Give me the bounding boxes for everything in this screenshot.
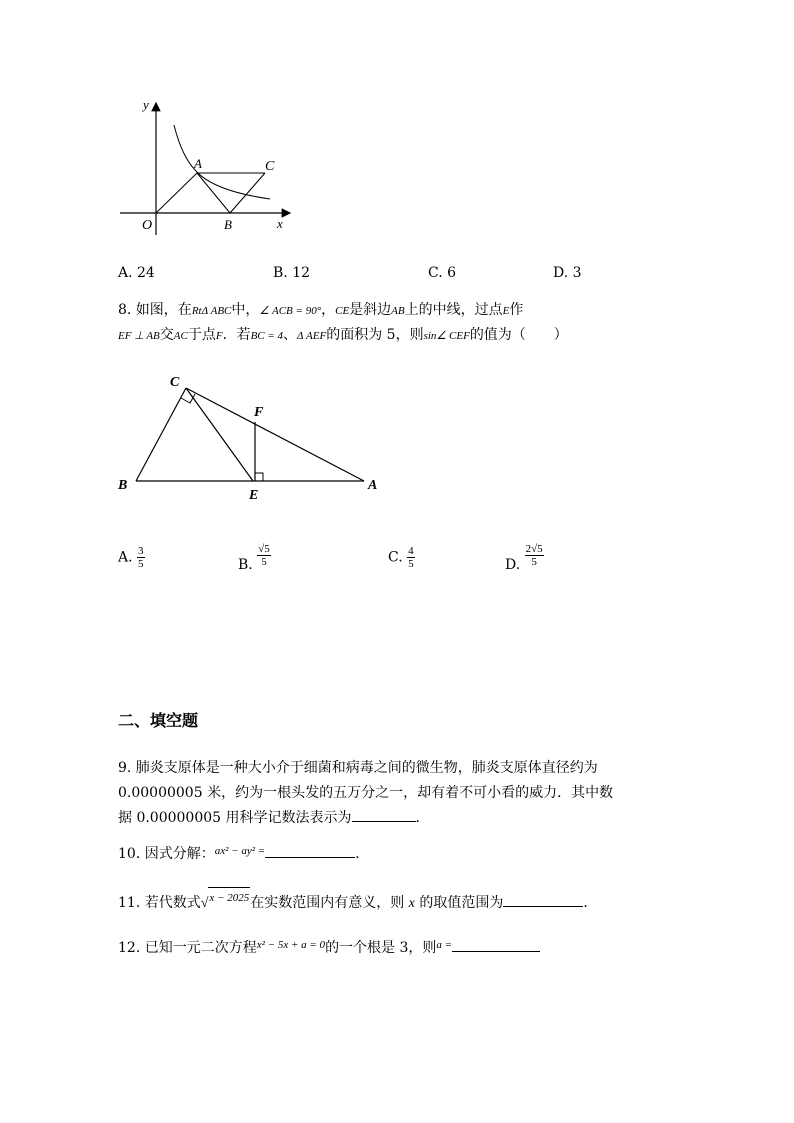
right-angle-mark-E bbox=[255, 473, 263, 481]
label-F: F bbox=[254, 405, 264, 420]
label-x: x bbox=[277, 216, 283, 231]
label-C: C bbox=[170, 375, 180, 390]
label-B: B bbox=[224, 217, 232, 232]
q7-figure bbox=[110, 95, 300, 240]
hyperbola-curve bbox=[174, 125, 270, 199]
q8-option-c: C. $\frac{4}{5}$ bbox=[388, 545, 414, 570]
q10-line: 10. 因式分解：$^{ax^2 - ay^2 =}$ ． bbox=[118, 845, 370, 862]
segment-CE bbox=[186, 388, 253, 481]
q8-figure bbox=[110, 370, 400, 505]
segment-AB bbox=[197, 173, 230, 213]
q8-option-b: B. $\frac{√5}{5}$ bbox=[238, 543, 270, 573]
q12-answer-blank[interactable] bbox=[452, 937, 540, 952]
q10-answer-blank[interactable] bbox=[265, 843, 355, 858]
segment-CA bbox=[186, 388, 364, 481]
label-A: A bbox=[194, 156, 202, 171]
q8-line1: 8. 如图，在RtΔ ABC中，∠ ACB = 90°，CE是斜边AB上的中线，过点E作 bbox=[118, 302, 524, 318]
q11-answer-blank[interactable] bbox=[503, 892, 583, 907]
label-C: C bbox=[265, 159, 275, 174]
segment-OA bbox=[156, 173, 197, 213]
label-O: O bbox=[142, 218, 153, 233]
q11-line: 11. 若代数式√x − 2025在实数范围内有意义，则 x 的取值范围为 ． bbox=[118, 892, 597, 914]
q7-option-b: B. 12 bbox=[273, 265, 311, 281]
segment-BC bbox=[230, 173, 265, 213]
q7-option-d: D. 3 bbox=[553, 265, 582, 281]
q9-line2: 0.00000005 米，约为一根头发的五万分之一，却有着不可小看的威力．其中数 bbox=[118, 785, 614, 801]
label-A: A bbox=[368, 478, 378, 493]
label-E: E bbox=[249, 488, 259, 503]
q7-option-c: C. 6 bbox=[428, 265, 457, 281]
q9-line3: 据 0.00000005 用科学记数法表示为 ． bbox=[118, 807, 430, 828]
q12-line: 12. 已知一元二次方程$^{x^2 - 5x + a = 0}$的一个根是 3，则$^{a =}$ bbox=[118, 937, 540, 959]
right-angle-mark-C bbox=[181, 394, 195, 403]
q9-line1: 9. 肺炎支原体是一种大小介于细菌和病毒之间的微生物，肺炎支原体直径约为 bbox=[118, 760, 598, 776]
section-heading: 二、填空题 bbox=[118, 711, 199, 730]
label-y: y bbox=[143, 97, 149, 112]
segment-BC bbox=[136, 388, 186, 481]
q8-line2: EF ⊥ AB交AC于点F．若BC = 4、Δ AEF的面积为 5，则sin∠ CEF的值为（ ） bbox=[118, 327, 568, 343]
label-B: B bbox=[118, 478, 128, 493]
q8-option-d: D. $\frac{2√5}{5}$ bbox=[505, 543, 543, 573]
q8-option-a: A. $\frac{3}{5}$ bbox=[118, 545, 144, 570]
q9-answer-blank[interactable] bbox=[352, 807, 416, 822]
q7-option-a: A. 24 bbox=[118, 265, 155, 281]
